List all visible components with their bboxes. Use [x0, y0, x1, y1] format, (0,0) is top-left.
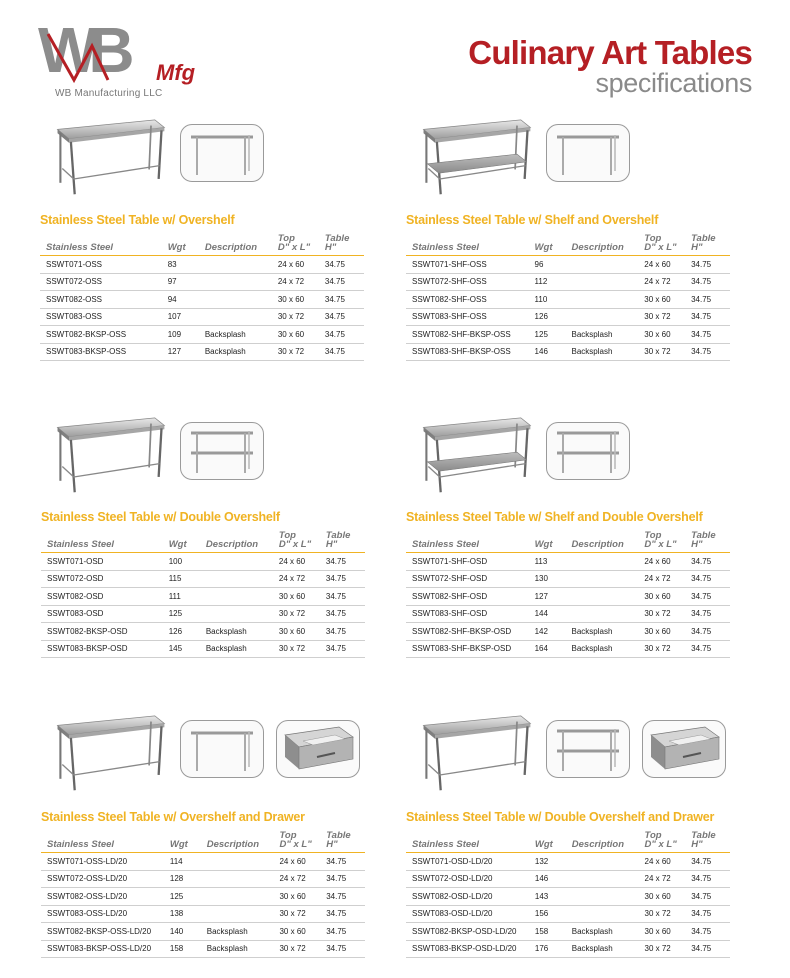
cell-top-size: 30 x 60: [273, 623, 320, 641]
col-top: Top D" x L": [273, 531, 320, 553]
table-photo: [48, 712, 172, 796]
cell-model: SSWT082-SHF-OSD: [406, 588, 529, 606]
cell-weight: 112: [529, 273, 566, 291]
spec-table: [41, 831, 365, 958]
cell-weight: 115: [163, 570, 200, 588]
table-row: [41, 553, 365, 571]
table-photo: [414, 712, 538, 796]
table-row: [41, 570, 365, 588]
col-wgt: Wgt: [164, 831, 201, 853]
cell-description: [201, 905, 274, 923]
cell-weight: 158: [529, 923, 566, 941]
cell-top-size: 30 x 72: [273, 905, 320, 923]
cell-description: [566, 853, 639, 871]
cell-description: Backsplash: [565, 343, 638, 361]
cell-weight: 144: [529, 605, 566, 623]
cell-description: [201, 853, 274, 871]
double-overshelf-thumbnail: [546, 720, 630, 778]
cell-description: Backsplash: [201, 923, 274, 941]
page-subtitle: specifications: [595, 68, 752, 98]
cell-height: 34.75: [319, 308, 364, 326]
table-row: [406, 291, 730, 309]
col-table-height: Table H": [685, 234, 730, 256]
table-row: [406, 905, 730, 923]
spec-table: [406, 531, 730, 658]
cell-model: SSWT083-BKSP-OSS: [40, 343, 162, 361]
cell-weight: 126: [163, 623, 200, 641]
col-table-height: Table H": [319, 234, 364, 256]
cell-model: SSWT071-SHF-OSS: [406, 256, 529, 274]
cell-weight: 132: [529, 853, 566, 871]
col-table-height: Table H": [320, 831, 365, 853]
cell-height: 34.75: [320, 923, 365, 941]
cell-top-size: 30 x 60: [639, 923, 686, 941]
cell-model: SSWT082-BKSP-OSD: [41, 623, 163, 641]
cell-description: Backsplash: [201, 940, 274, 958]
cell-model: SSWT083-BKSP-OSD-LD/20: [406, 940, 529, 958]
cell-weight: 140: [164, 923, 201, 941]
cell-description: [199, 291, 272, 309]
spec-table: [406, 234, 730, 361]
cell-description: Backsplash: [200, 623, 273, 641]
cell-weight: 97: [162, 273, 199, 291]
cell-description: [565, 273, 638, 291]
logo-mfg: Mfg: [156, 60, 196, 85]
cell-model: SSWT082-OSS-LD/20: [41, 888, 164, 906]
cell-model: SSWT082-BKSP-OSS-LD/20: [41, 923, 164, 941]
cell-model: SSWT071-SHF-OSD: [406, 553, 529, 571]
cell-height: 34.75: [685, 940, 730, 958]
table-row: [406, 888, 730, 906]
table-row: [41, 640, 365, 658]
section-title: Stainless Steel Table w/ Shelf and Overshelf: [406, 213, 659, 227]
cell-height: 34.75: [319, 291, 364, 309]
table-row: [40, 256, 364, 274]
cell-height: 34.75: [685, 343, 730, 361]
cell-height: 34.75: [685, 605, 730, 623]
cell-top-size: 24 x 72: [639, 870, 686, 888]
section-title: Stainless Steel Table w/ Double Overshelf: [41, 510, 280, 524]
cell-weight: 138: [164, 905, 201, 923]
cell-top-size: 30 x 60: [273, 888, 320, 906]
cell-height: 34.75: [685, 553, 730, 571]
cell-weight: 107: [162, 308, 199, 326]
table-row: [41, 605, 365, 623]
cell-description: [199, 256, 272, 274]
cell-weight: 130: [529, 570, 566, 588]
cell-top-size: 30 x 72: [273, 940, 320, 958]
cell-description: Backsplash: [565, 326, 638, 344]
cell-top-size: 24 x 60: [272, 256, 319, 274]
table-row: [406, 570, 730, 588]
cell-height: 34.75: [319, 273, 364, 291]
col-stainless: Stainless Steel: [406, 831, 529, 853]
section-title: Stainless Steel Table w/ Overshelf and Drawer: [41, 810, 305, 824]
cell-model: SSWT083-SHF-OSD: [406, 605, 529, 623]
cell-top-size: 24 x 60: [639, 853, 686, 871]
col-wgt: Wgt: [529, 234, 566, 256]
cell-height: 34.75: [685, 853, 730, 871]
cell-model: SSWT082-OSD-LD/20: [406, 888, 529, 906]
table-row: [40, 291, 364, 309]
table-row: [406, 308, 730, 326]
cell-top-size: 30 x 60: [638, 326, 685, 344]
cell-height: 34.75: [320, 623, 365, 641]
cell-height: 34.75: [320, 553, 365, 571]
cell-height: 34.75: [685, 588, 730, 606]
table-row: [406, 605, 730, 623]
cell-top-size: 30 x 72: [638, 343, 685, 361]
cell-description: [199, 308, 272, 326]
cell-height: 34.75: [320, 940, 365, 958]
cell-weight: 125: [163, 605, 200, 623]
cell-description: Backsplash: [199, 326, 272, 344]
product-block-double-overshelf-drawer: [408, 712, 733, 804]
col-top: Top D" x L": [638, 531, 685, 553]
table-row: [406, 623, 730, 641]
col-wgt: Wgt: [529, 531, 566, 553]
cell-height: 34.75: [685, 326, 730, 344]
cell-description: [200, 605, 273, 623]
cell-description: Backsplash: [566, 940, 639, 958]
cell-top-size: 30 x 72: [638, 640, 685, 658]
cell-model: SSWT083-OSS: [40, 308, 162, 326]
product-block-double-overshelf: [42, 414, 367, 506]
cell-top-size: 30 x 72: [273, 605, 320, 623]
cell-weight: 128: [164, 870, 201, 888]
cell-description: [200, 588, 273, 606]
cell-top-size: 24 x 60: [638, 256, 685, 274]
cell-top-size: 30 x 60: [639, 888, 686, 906]
spec-table: [41, 531, 365, 658]
col-description: Description: [565, 234, 638, 256]
spec-table: [40, 234, 364, 361]
cell-model: SSWT082-BKSP-OSS: [40, 326, 162, 344]
table-row: [406, 853, 730, 871]
cell-top-size: 30 x 72: [273, 640, 320, 658]
cell-top-size: 30 x 72: [272, 343, 319, 361]
cell-weight: 96: [529, 256, 566, 274]
cell-weight: 94: [162, 291, 199, 309]
cell-top-size: 30 x 60: [272, 326, 319, 344]
cell-height: 34.75: [685, 570, 730, 588]
cell-height: 34.75: [320, 588, 365, 606]
cell-weight: 156: [529, 905, 566, 923]
cell-model: SSWT082-OSD: [41, 588, 163, 606]
cell-description: [200, 570, 273, 588]
cell-top-size: 30 x 72: [272, 308, 319, 326]
cell-height: 34.75: [320, 640, 365, 658]
cell-weight: 146: [529, 870, 566, 888]
cell-description: [566, 905, 639, 923]
col-stainless: Stainless Steel: [41, 531, 163, 553]
cell-top-size: 24 x 72: [638, 570, 685, 588]
col-stainless: Stainless Steel: [41, 831, 164, 853]
col-top: Top D" x L": [273, 831, 320, 853]
cell-model: SSWT083-OSS-LD/20: [41, 905, 164, 923]
cell-description: Backsplash: [199, 343, 272, 361]
cell-model: SSWT083-BKSP-OSS-LD/20: [41, 940, 164, 958]
cell-top-size: 30 x 72: [638, 605, 685, 623]
cell-description: [565, 291, 638, 309]
cell-height: 34.75: [320, 853, 365, 871]
col-top: Top D" x L": [272, 234, 319, 256]
cell-weight: 100: [163, 553, 200, 571]
table-row: [406, 326, 730, 344]
table-row: [41, 923, 365, 941]
table-row: [406, 343, 730, 361]
cell-top-size: 30 x 60: [273, 588, 320, 606]
cell-height: 34.75: [320, 605, 365, 623]
cell-model: SSWT083-SHF-BKSP-OSD: [406, 640, 529, 658]
cell-description: [199, 273, 272, 291]
table-row: [40, 326, 364, 344]
cell-model: SSWT082-OSS: [40, 291, 162, 309]
cell-weight: 126: [529, 308, 566, 326]
cell-top-size: 24 x 60: [273, 853, 320, 871]
cell-top-size: 24 x 60: [273, 553, 320, 571]
cell-top-size: 24 x 72: [638, 273, 685, 291]
col-table-height: Table H": [320, 531, 365, 553]
table-row: [406, 940, 730, 958]
table-photo: [414, 116, 538, 200]
col-stainless: Stainless Steel: [406, 234, 529, 256]
overshelf-thumbnail: [180, 124, 264, 182]
cell-model: SSWT071-OSD: [41, 553, 163, 571]
table-row: [406, 870, 730, 888]
col-wgt: Wgt: [529, 831, 566, 853]
logo-letters: WB: [38, 14, 125, 86]
table-row: [40, 273, 364, 291]
cell-weight: 176: [529, 940, 566, 958]
col-wgt: Wgt: [162, 234, 199, 256]
table-row: [41, 940, 365, 958]
cell-model: SSWT071-OSS-LD/20: [41, 853, 164, 871]
cell-top-size: 30 x 72: [639, 940, 686, 958]
section-title: Stainless Steel Table w/ Double Overshelf and Drawer: [406, 810, 715, 824]
cell-top-size: 30 x 60: [638, 588, 685, 606]
cell-weight: 127: [529, 588, 566, 606]
cell-weight: 143: [529, 888, 566, 906]
cell-height: 34.75: [319, 343, 364, 361]
table-row: [41, 888, 365, 906]
cell-top-size: 30 x 72: [639, 905, 686, 923]
product-block-overshelf: [42, 116, 367, 208]
cell-model: SSWT071-OSD-LD/20: [406, 853, 529, 871]
cell-weight: 127: [162, 343, 199, 361]
cell-top-size: 30 x 60: [638, 291, 685, 309]
cell-description: [566, 888, 639, 906]
col-top: Top D" x L": [638, 234, 685, 256]
table-row: [41, 905, 365, 923]
cell-height: 34.75: [685, 870, 730, 888]
cell-height: 34.75: [320, 905, 365, 923]
cell-height: 34.75: [685, 923, 730, 941]
cell-description: [566, 588, 639, 606]
table-row: [406, 923, 730, 941]
cell-model: SSWT072-OSD-LD/20: [406, 870, 529, 888]
cell-top-size: 24 x 72: [273, 870, 320, 888]
cell-model: SSWT083-OSD: [41, 605, 163, 623]
product-block-shelf-double-overshelf: [408, 414, 733, 506]
col-description: Description: [199, 234, 272, 256]
section-title: Stainless Steel Table w/ Shelf and Double Overshelf: [406, 510, 703, 524]
overshelf-thumbnail: [546, 124, 630, 182]
section-title: Stainless Steel Table w/ Overshelf: [40, 213, 235, 227]
cell-model: SSWT072-SHF-OSS: [406, 273, 529, 291]
company-name: WB Manufacturing LLC: [55, 88, 163, 99]
col-table-height: Table H": [685, 831, 730, 853]
cell-model: SSWT083-BKSP-OSD: [41, 640, 163, 658]
table-photo: [48, 116, 172, 200]
cell-weight: 111: [163, 588, 200, 606]
drawer-thumbnail: [276, 720, 360, 778]
table-row: [41, 853, 365, 871]
cell-height: 34.75: [685, 640, 730, 658]
cell-weight: 164: [529, 640, 566, 658]
cell-height: 34.75: [685, 623, 730, 641]
cell-weight: 110: [529, 291, 566, 309]
cell-height: 34.75: [685, 256, 730, 274]
table-row: [406, 256, 730, 274]
cell-description: [565, 256, 638, 274]
cell-height: 34.75: [320, 570, 365, 588]
cell-weight: 125: [164, 888, 201, 906]
table-photo: [414, 414, 538, 498]
table-row: [40, 343, 364, 361]
cell-height: 34.75: [320, 888, 365, 906]
cell-model: SSWT071-OSS: [40, 256, 162, 274]
col-wgt: Wgt: [163, 531, 200, 553]
cell-weight: 125: [529, 326, 566, 344]
table-row: [406, 273, 730, 291]
cell-weight: 145: [163, 640, 200, 658]
table-row: [41, 588, 365, 606]
cell-description: [566, 553, 639, 571]
cell-top-size: 24 x 72: [273, 570, 320, 588]
cell-model: SSWT072-SHF-OSD: [406, 570, 529, 588]
cell-weight: 83: [162, 256, 199, 274]
cell-weight: 109: [162, 326, 199, 344]
col-table-height: Table H": [685, 531, 730, 553]
col-description: Description: [200, 531, 273, 553]
cell-description: Backsplash: [566, 623, 639, 641]
cell-weight: 114: [164, 853, 201, 871]
cell-top-size: 30 x 72: [638, 308, 685, 326]
table-row: [406, 553, 730, 571]
page-title: Culinary Art Tables: [468, 34, 752, 71]
cell-model: SSWT083-SHF-BKSP-OSS: [406, 343, 529, 361]
table-row: [41, 623, 365, 641]
cell-description: [201, 888, 274, 906]
product-block-shelf-overshelf: [408, 116, 733, 208]
cell-height: 34.75: [685, 291, 730, 309]
cell-weight: 158: [164, 940, 201, 958]
drawer-thumbnail: [642, 720, 726, 778]
cell-weight: 113: [529, 553, 566, 571]
cell-model: SSWT083-OSD-LD/20: [406, 905, 529, 923]
cell-top-size: 30 x 60: [273, 923, 320, 941]
col-stainless: Stainless Steel: [406, 531, 529, 553]
cell-top-size: 30 x 60: [272, 291, 319, 309]
col-top: Top D" x L": [639, 831, 686, 853]
cell-description: Backsplash: [200, 640, 273, 658]
cell-height: 34.75: [319, 326, 364, 344]
cell-model: SSWT082-SHF-OSS: [406, 291, 529, 309]
product-block-overshelf-drawer: [42, 712, 367, 804]
cell-height: 34.75: [319, 256, 364, 274]
cell-description: Backsplash: [566, 640, 639, 658]
double-overshelf-thumbnail: [180, 422, 264, 480]
cell-model: SSWT072-OSS: [40, 273, 162, 291]
cell-description: [200, 553, 273, 571]
overshelf-thumbnail: [180, 720, 264, 778]
cell-model: SSWT082-SHF-BKSP-OSS: [406, 326, 529, 344]
col-description: Description: [201, 831, 274, 853]
cell-description: [566, 870, 639, 888]
spec-table: [406, 831, 730, 958]
cell-description: [201, 870, 274, 888]
cell-description: [566, 570, 639, 588]
cell-top-size: 24 x 72: [272, 273, 319, 291]
cell-model: SSWT072-OSD: [41, 570, 163, 588]
cell-weight: 146: [529, 343, 566, 361]
cell-height: 34.75: [685, 273, 730, 291]
table-row: [406, 640, 730, 658]
cell-height: 34.75: [685, 888, 730, 906]
cell-height: 34.75: [685, 905, 730, 923]
table-row: [40, 308, 364, 326]
table-row: [41, 870, 365, 888]
cell-weight: 142: [529, 623, 566, 641]
cell-description: [566, 605, 639, 623]
cell-model: SSWT082-BKSP-OSD-LD/20: [406, 923, 529, 941]
cell-description: Backsplash: [566, 923, 639, 941]
cell-height: 34.75: [320, 870, 365, 888]
cell-model: SSWT083-SHF-OSS: [406, 308, 529, 326]
table-photo: [48, 414, 172, 498]
col-stainless: Stainless Steel: [40, 234, 162, 256]
cell-model: SSWT082-SHF-BKSP-OSD: [406, 623, 529, 641]
cell-height: 34.75: [685, 308, 730, 326]
cell-top-size: 30 x 60: [638, 623, 685, 641]
col-description: Description: [566, 831, 639, 853]
double-overshelf-thumbnail: [546, 422, 630, 480]
cell-description: [565, 308, 638, 326]
col-description: Description: [566, 531, 639, 553]
table-row: [406, 588, 730, 606]
cell-model: SSWT072-OSS-LD/20: [41, 870, 164, 888]
cell-top-size: 24 x 60: [638, 553, 685, 571]
